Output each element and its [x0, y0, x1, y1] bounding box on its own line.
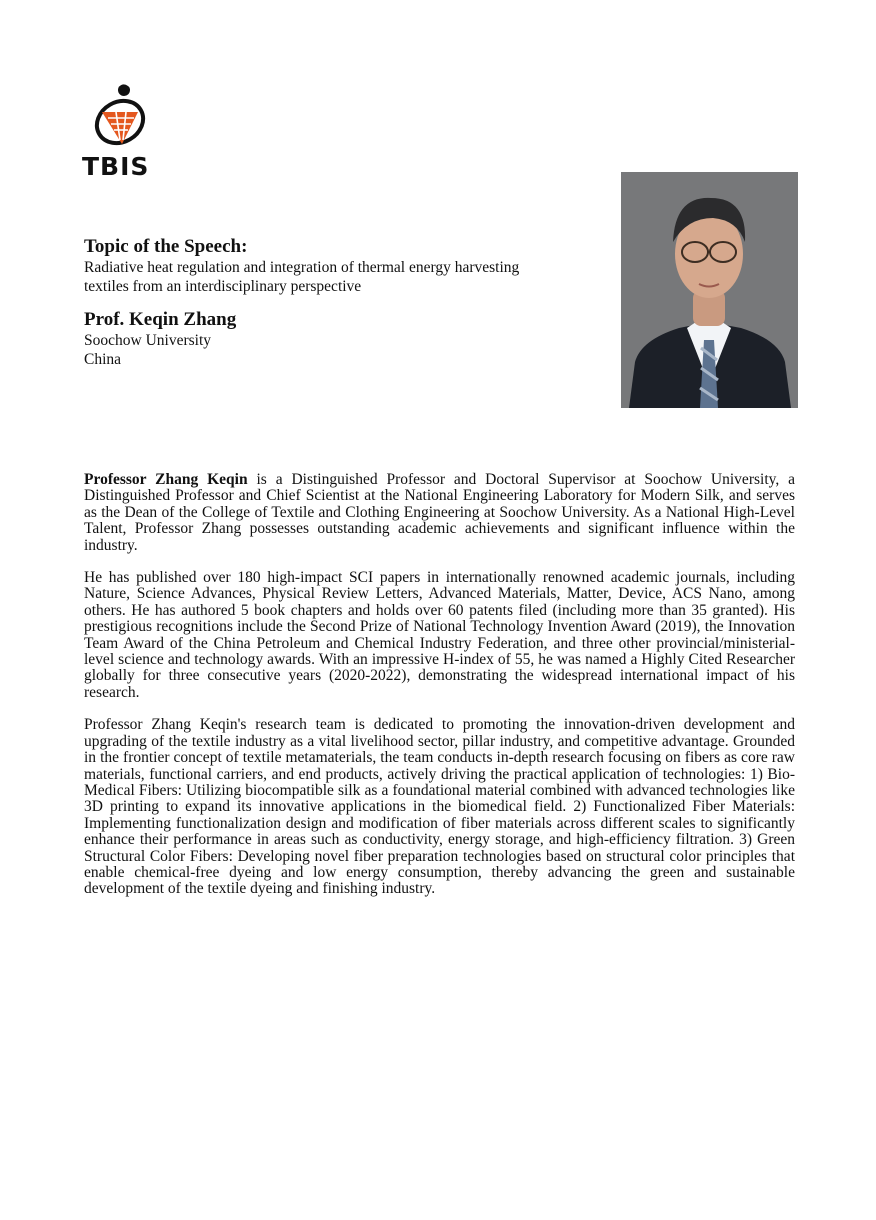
speaker-portrait-icon	[621, 172, 798, 408]
tbis-logo-mark-icon	[86, 82, 156, 150]
bio-name: Professor Zhang Keqin	[84, 471, 248, 488]
bio-paragraph-1	[84, 472, 795, 554]
bio-paragraph-1-text: is a Distinguished Professor and Doctoral Supervisor at Soochow University, a Distinguished Professor and Chief Scientist at the National Engineering Laboratory for Modern Silk, and serves as the Dean of the College of Textile and Clothing Engineering at Soochow University. As a National High-Level Talent, Professor Zhang possesses outstanding academic achievements and significant influence within the industry.	[84, 471, 795, 554]
speaker-name: Prof. Keqin Zhang	[84, 309, 237, 330]
biography	[84, 472, 795, 914]
speaker-affiliation: Soochow University	[84, 332, 212, 349]
bio-paragraph-3: Professor Zhang Keqin's research team is dedicated to promoting the innovation-driven development and upgrading of the textile industry as a vital livelihood sector, pillar industry, and competitive advantage. Grounded in the frontier concept of textile metamaterials, the team conducts in-depth research focusing on fibers as core raw materials, functional carriers, and end products, actively driving the practical application of technologies: 1) Bio-Medical Fibers: Utilizing biocompatible silk as a foundational material combined with advanced technologies like 3D printing to expand its innovative applications in the biomedical field. 2) Functionalized Fiber Materials: Implementing functionalization design and modification of fiber materials across different scales to significantly enhance their performance in areas such as conductivity, energy storage, and high-efficiency filtration. 3) Green Structural Color Fibers: Developing novel fiber preparation technologies based on structural color principles that enable chemical-free dyeing and low energy consumption, thereby advancing the green and sustainable development of the textile dyeing and finishing industry.	[84, 716, 795, 898]
logo-text: TBIS	[82, 152, 150, 181]
topic-line-2: textiles from an interdisciplinary perspective	[84, 278, 362, 295]
bio-paragraph-2: He has published over 180 high-impact SCI papers in internationally renowned academic journals, including Nature, Science Advances, Physical Review Letters, Advanced Materials, Matter, Device, ACS Nano, among others. He has authored 5 book chapters and holds over 60 patents filed (including more than 35 granted). His prestigious recognitions include the Second Prize of National Technology Invention Award (2019), the Innovation Team Award of the China Petroleum and Chemical Industry Federation, and three other provincial/ministerial-level science and technology awards. With an impressive H-index of 55, he was named a Highly Cited Researcher globally for three consecutive years (2020-2022), demonstrating the widespread international impact of his research.	[84, 569, 795, 701]
tbis-logo	[80, 82, 160, 182]
speaker-country: China	[84, 351, 122, 368]
topic-heading: Topic of the Speech:	[84, 236, 248, 257]
speech-header	[84, 236, 604, 369]
topic-line-1: Radiative heat regulation and integration of thermal energy harvesting	[84, 259, 520, 276]
speaker-photo	[621, 172, 798, 408]
